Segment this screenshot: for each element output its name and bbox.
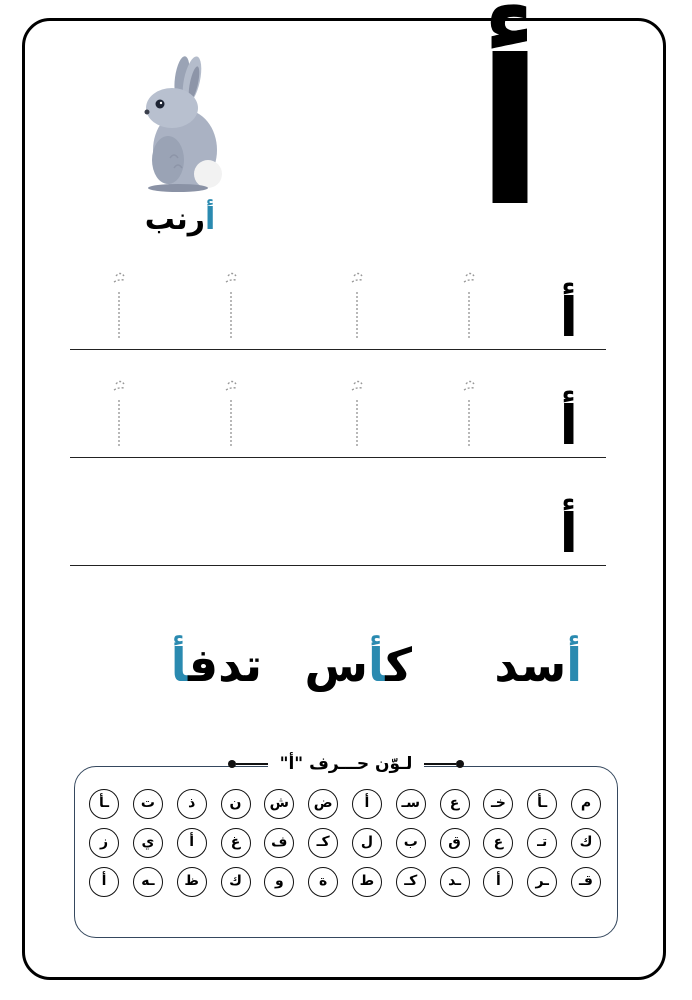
letter-circle[interactable]: أ [352, 789, 382, 819]
letter-circle[interactable]: أ [89, 867, 119, 897]
letter-circle[interactable]: ل [352, 828, 382, 858]
letter-circle[interactable]: ـأ [527, 789, 557, 819]
color-section-title [228, 752, 464, 776]
example-word-1: أسد [494, 638, 582, 692]
grid-row-1 [89, 789, 601, 819]
letter-circle[interactable]: تـ [527, 828, 557, 858]
letter-circle[interactable]: غ [221, 828, 251, 858]
tracing-letter-dotted [106, 268, 132, 344]
letter-circle[interactable]: أ [177, 828, 207, 858]
tracing-letter-dotted [344, 268, 370, 344]
letter-circle[interactable]: ط [352, 867, 382, 897]
letter-circle[interactable]: ك [221, 867, 251, 897]
letter-circle[interactable]: ب [396, 828, 426, 858]
writing-line [70, 349, 606, 350]
example-words [90, 630, 602, 700]
letter-circle[interactable]: ـه [133, 867, 163, 897]
letter-circle[interactable]: م [571, 789, 601, 819]
letter-grid [89, 789, 601, 906]
letter-circle[interactable]: ـأ [89, 789, 119, 819]
tracing-letter-dotted [344, 376, 370, 452]
letter-circle[interactable]: ز [89, 828, 119, 858]
tracing-letter-dotted [456, 376, 482, 452]
letter-circle[interactable]: ض [308, 789, 338, 819]
main-letter: أ [475, 18, 545, 251]
practice-row-2 [70, 368, 606, 458]
row-letter: أ [559, 286, 578, 349]
letter-circle[interactable]: ي [133, 828, 163, 858]
grid-row-2 [89, 828, 601, 858]
bullet-dot [456, 760, 464, 768]
row-letter: أ [559, 502, 578, 565]
writing-line [70, 457, 606, 458]
grid-row-3 [89, 867, 601, 897]
color-letters-box [74, 766, 618, 938]
letter-circle[interactable]: ت [133, 789, 163, 819]
letter-circle[interactable]: أ [483, 867, 513, 897]
practice-row-3 [70, 476, 606, 566]
letter-circle[interactable]: ف [264, 828, 294, 858]
letter-circle[interactable]: خـ [483, 789, 513, 819]
letter-circle[interactable]: و [264, 867, 294, 897]
letter-circle[interactable]: سـ [396, 789, 426, 819]
letter-circle[interactable]: ك [571, 828, 601, 858]
example-word-3: تدفأ [170, 638, 262, 692]
letter-circle[interactable]: ع [440, 789, 470, 819]
example-word-2: كأس [304, 638, 412, 692]
picture-word-rest: رنب [144, 202, 205, 237]
color-instruction: لـوّن حـــرف "أ" [268, 752, 424, 776]
letter-circle[interactable]: ع [483, 828, 513, 858]
letter-circle[interactable]: ـد [440, 867, 470, 897]
rabbit-icon [130, 50, 230, 195]
tracing-letter-dotted [218, 376, 244, 452]
bullet-dot [228, 760, 236, 768]
letter-circle[interactable]: ش [264, 789, 294, 819]
letter-circle[interactable]: ـر [527, 867, 557, 897]
tracing-letter-dotted [456, 268, 482, 344]
letter-circle[interactable]: كـ [396, 867, 426, 897]
tracing-letter-dotted [218, 268, 244, 344]
letter-circle[interactable]: ن [221, 789, 251, 819]
letter-circle[interactable]: ة [308, 867, 338, 897]
row-letter: أ [559, 394, 578, 457]
writing-line [70, 565, 606, 566]
practice-row-1 [70, 260, 606, 350]
letter-circle[interactable]: ذ [177, 789, 207, 819]
picture-word [110, 200, 250, 240]
letter-circle[interactable]: ق [440, 828, 470, 858]
tracing-letter-dotted [106, 376, 132, 452]
picture-word-highlight: أ [205, 202, 216, 237]
letter-circle[interactable]: ظ [177, 867, 207, 897]
letter-circle[interactable]: قـ [571, 867, 601, 897]
letter-circle[interactable]: كـ [308, 828, 338, 858]
